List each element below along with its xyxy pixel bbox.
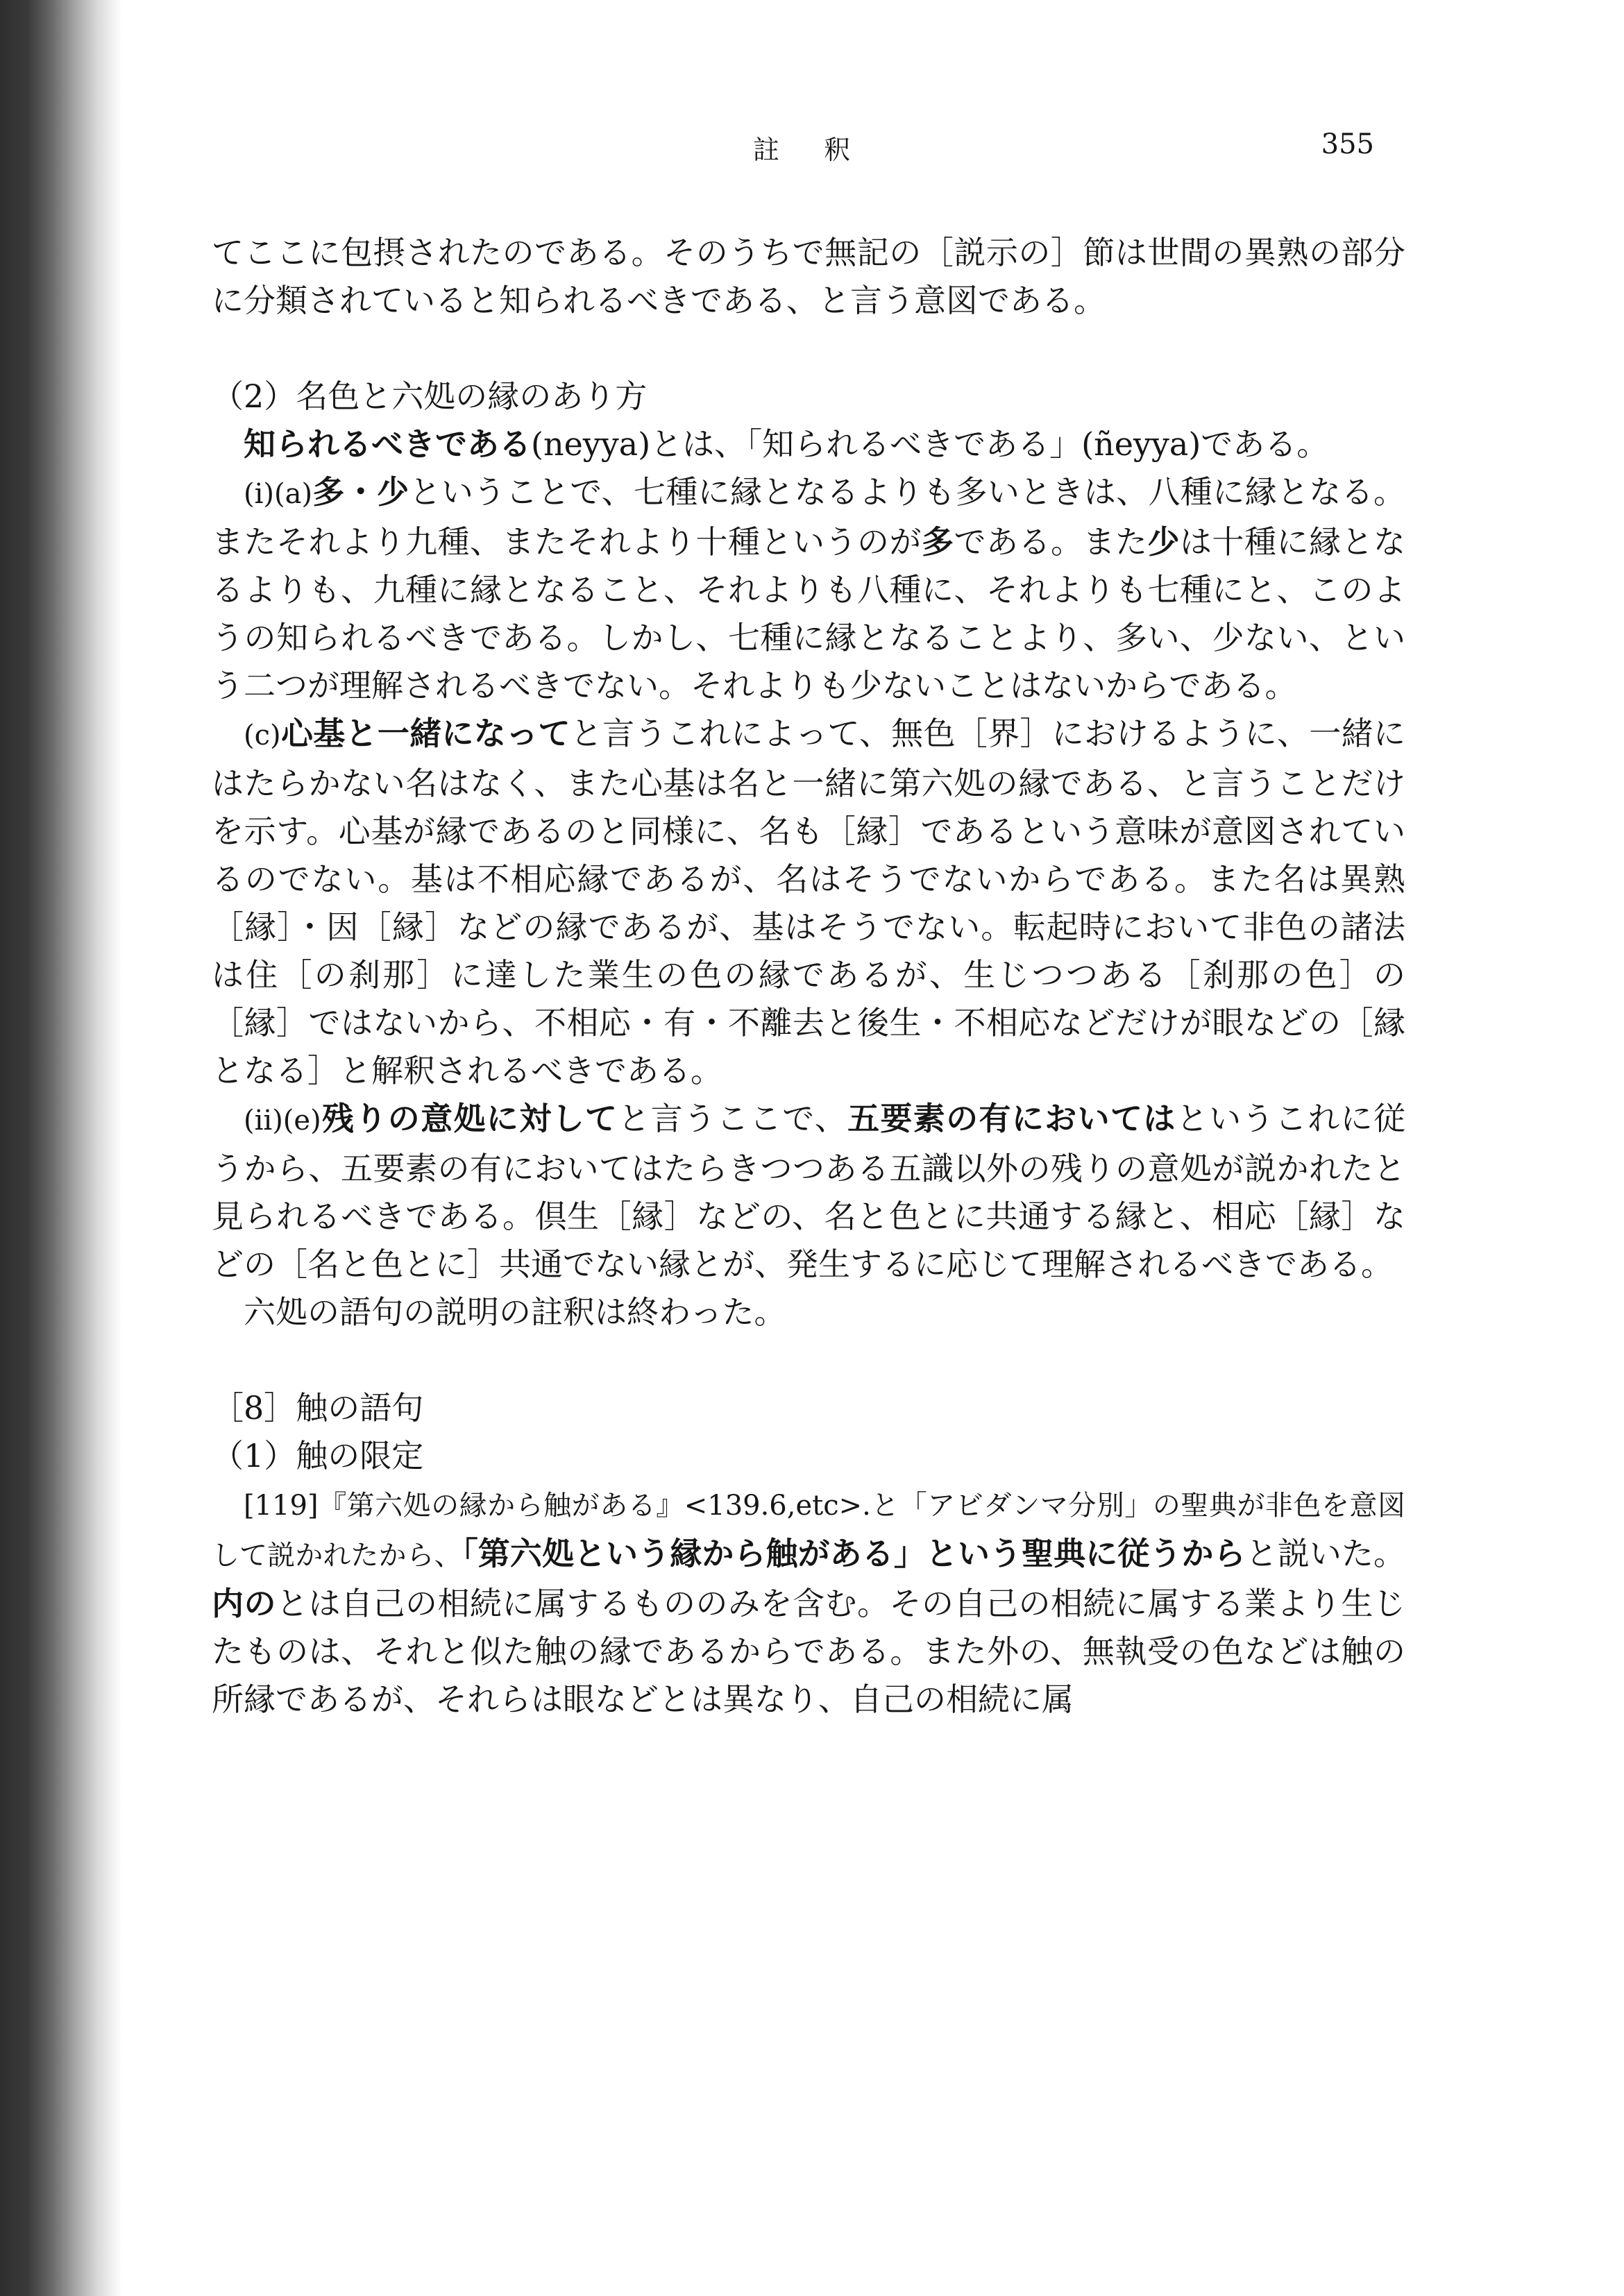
term: 残りの意処に対して	[321, 1100, 618, 1137]
item-marker: (ii)(e)	[244, 1105, 321, 1137]
paragraph: 六処の語句の説明の註釈は終わった。	[244, 1293, 786, 1331]
term: 内の	[212, 1585, 276, 1622]
citation: [119]『第六処の縁から触がある』<139.6,etc>.と「アビダンマ分別」の聖典が非色を意図して説かれたから、	[212, 1490, 1405, 1572]
spacer	[212, 325, 1405, 373]
page-number: 355	[1321, 128, 1374, 160]
spacer	[212, 1336, 1405, 1384]
header-title: 註 釈	[753, 135, 869, 165]
paragraph: [119]『第六処の縁から触がある』<139.6,etc>.と「アビダンマ分別」の聖典が非色を意図して説かれたから、「第六処という縁から触がある」という聖典に従うからと説いた。内のとは自己の相続に属するもののみを含む。その自己の相続に属する業より生じたものは、それと似た触の縁であるからである。また外の、無執受の色などは触の所縁であるが、それらは眼などとは異なり、自己の相続に属	[212, 1490, 1406, 1718]
paragraph: (ii)(e)残りの意処に対してと言うここで、五要素の有においてはというこれに従うから、五要素の有においてはたらきつつある五識以外の残りの意処が説かれたと見られるべきである。倶生［縁］などの、名と色とに共通する縁と、相応［縁］などの［名と色とに］共通でない縁とが、発生するに応じて理解されるべきである。	[212, 1100, 1405, 1283]
subsection-heading: （1）触の限定	[212, 1437, 424, 1474]
paragraph: (c)心基と一緒になってと言うこれによって、無色［界］におけるように、一緒にはたらかない名はなく、また心基は名と一緒に第六処の縁である、と言うことだけを示す。心基が縁であるのと同様に、名も［縁］であるという意味が意図されているのでない。基は不相応縁であるが、名はそうでないからである。また名は異熟［縁］・因［縁］などの縁であるが、基はそうでない。転起時において非色の諸法は住［の刹那］に達した業生の色の縁であるが、生じつつある［刹那の色］の［縁］ではないから、不相応・有・不離去と後生・不相応などだけが眼などの［縁となる］と解釈されるべきである。	[212, 715, 1406, 1089]
term: 知られるべきである	[244, 425, 531, 463]
item-marker: (c)	[244, 720, 281, 751]
section-heading: （2）名色と六処の縁のあり方	[212, 377, 648, 415]
term: 心基と一緒になって	[280, 715, 570, 752]
paragraph: てここに包摂されたのである。そのうちで無記の［説示の］節は世間の異熟の部分に分類されていると知られるべきである、と言う意図である。	[212, 234, 1405, 319]
term: 多	[922, 523, 954, 561]
term: 多・少	[312, 473, 409, 511]
paragraph: 知られるべきである(neyya)とは、「知られるべきである」(ñeyya)である。	[244, 425, 1329, 463]
section-heading: ［8］触の語句	[212, 1389, 424, 1427]
term: 「第六処という縁から触がある」という聖典に従うから	[462, 1535, 1246, 1572]
book-gutter-shadow	[0, 0, 121, 2296]
term: 五要素の有においては	[847, 1100, 1176, 1137]
page-body	[212, 229, 1405, 1724]
running-header	[753, 128, 1374, 177]
paragraph: (i)(a)多・少ということで、七種に縁となるよりも多いときは、八種に縁となる。またそれより九種、またそれより十種というのが多である。また少は十種に縁となるよりも、九種に縁となること、それよりも八種に、それよりも七種にと、このようの知られるべきである。しかし、七種に縁となることより、多い、少ない、という二つが理解されるべきでない。それよりも少ないことはないからである。	[212, 473, 1405, 704]
item-marker: (i)(a)	[244, 478, 313, 510]
term: 少	[1147, 523, 1180, 561]
